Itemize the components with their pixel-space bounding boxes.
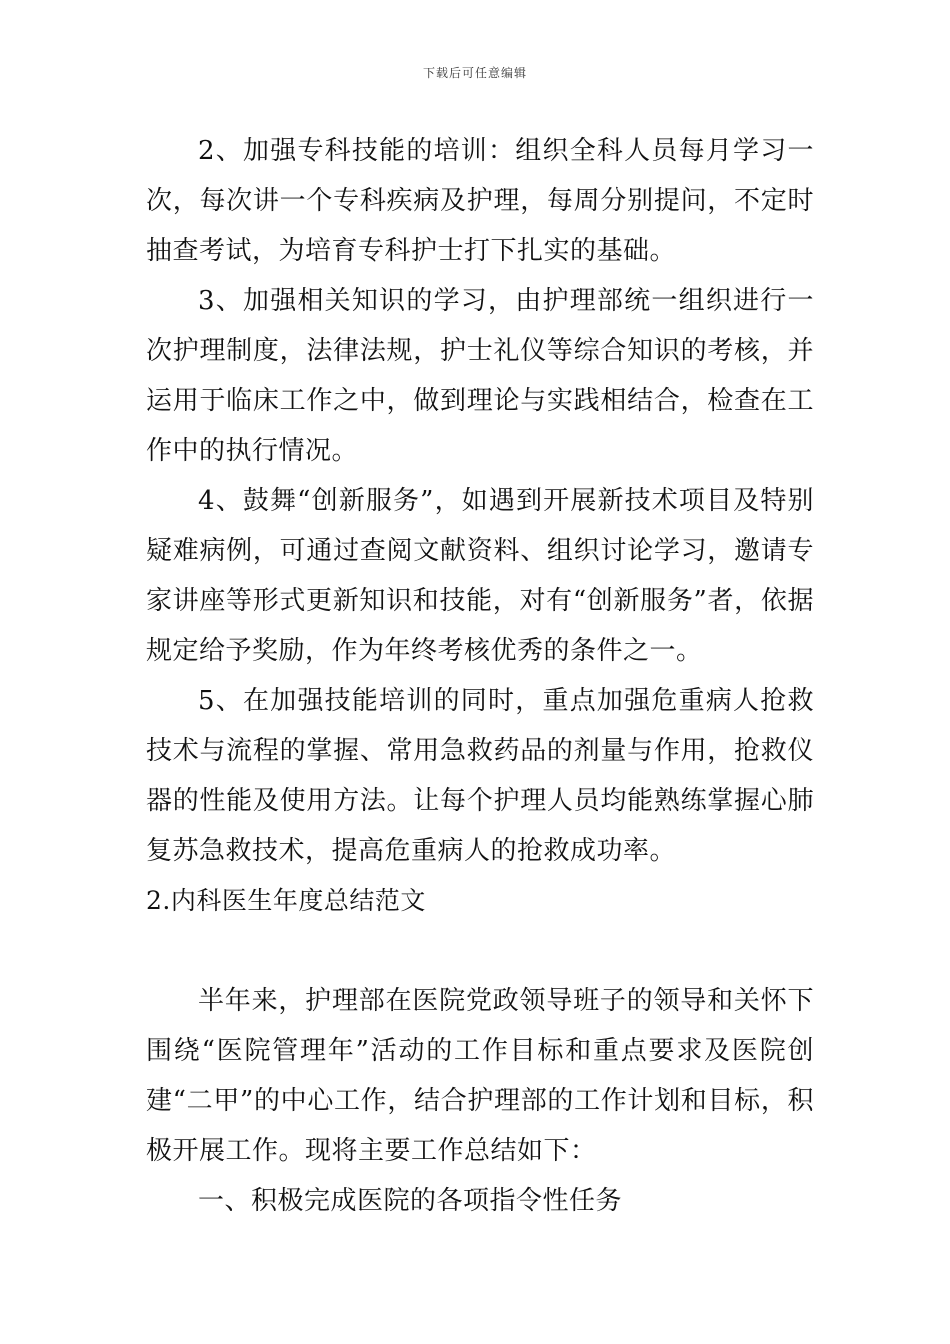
blank-line (146, 926, 814, 976)
paragraph-innovation-service: 4、鼓舞“创新服务”，如遇到开展新技术项目及特别疑难病例，可通过查阅文献资料、组织讨论学习，邀请专家讲座等形式更新知识和技能，对有“创新服务”者，依据规定给予奖励，作为年终考核优秀的条件之一。 (146, 486, 814, 666)
document-body (146, 126, 814, 1226)
paragraph-rescue-training: 5、在加强技能培训的同时，重点加强危重病人抢救技术与流程的掌握、常用急救药品的剂量与作用，抢救仪器的性能及使用方法。让每个护理人员均能熟练掌握心肺复苏急救技术，提高危重病人的抢救成功率。 (146, 686, 814, 866)
paragraph-half-year-summary: 半年来，护理部在医院党政领导班子的领导和关怀下围绕“医院管理年”活动的工作目标和重点要求及医院创建“二甲”的中心工作，结合护理部的工作计划和目标，积极开展工作。现将主要工作总结如下： (146, 986, 814, 1166)
paragraph-knowledge-study: 3、加强相关知识的学习，由护理部统一组织进行一次护理制度，法律法规，护士礼仪等综合知识的考核，并运用于临床工作之中，做到理论与实践相结合，检查在工作中的执行情况。 (146, 286, 814, 466)
header-note: 下载后可任意编辑 (422, 66, 527, 80)
section-title: 2.内科医生年度总结范文 (146, 886, 426, 915)
paragraph-first-task: 一、积极完成医院的各项指令性任务 (198, 1186, 623, 1216)
paragraph-skill-training: 2、加强专科技能的培训：组织全科人员每月学习一次，每次讲一个专科疾病及护理，每周分别提问，不定时抽查考试，为培育专科护士打下扎实的基础。 (146, 136, 814, 266)
